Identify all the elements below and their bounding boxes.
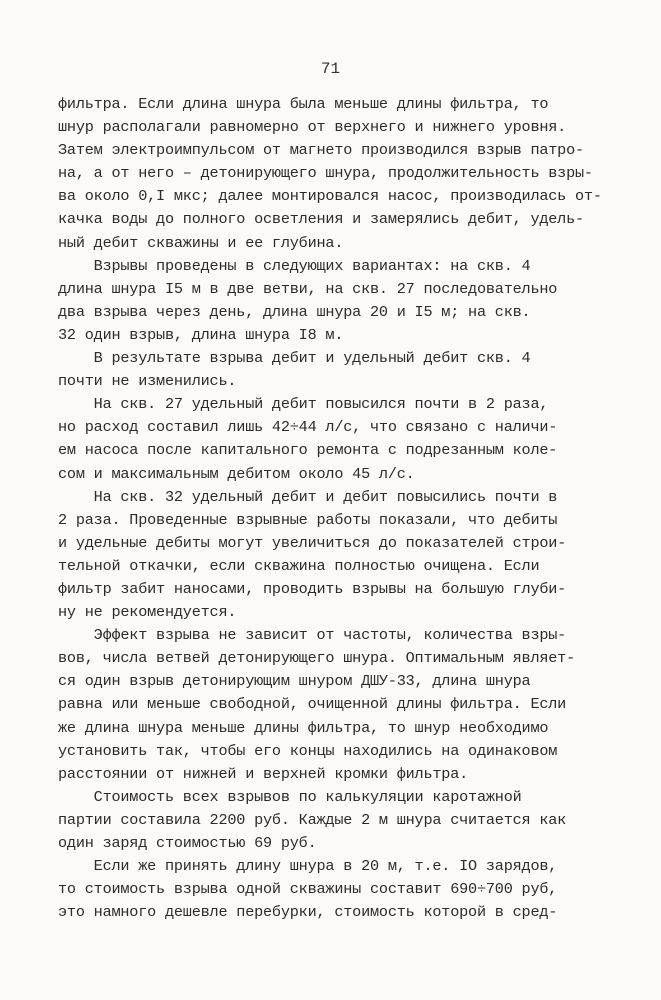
text-line: тельной откачки, если скважина полностью очищена. Если — [58, 556, 540, 575]
text-line: ну не рекомендуется. — [58, 603, 237, 622]
text-line: на, а от него – детонирующего шнура, продолжительность взры- — [58, 164, 593, 183]
text-line: Затем электроимпульсом от магнето производился взрыв патро- — [58, 141, 584, 160]
text-line: ва около 0,I мкс; далее монтировался насос, производилась от- — [58, 187, 602, 206]
text-line: В результате взрыва дебит и удельный дебит скв. 4 — [58, 349, 531, 368]
text-line: 2 раза. Проведенные взрывные работы показали, что дебиты — [58, 510, 558, 529]
text-line: Взрывы проведены в следующих вариантах: на скв. 4 — [58, 256, 531, 275]
text-line: Эффект взрыва не зависит от частоты, количества взры- — [58, 626, 567, 645]
text-line: и удельные дебиты могут увеличиться до показателей строи- — [58, 533, 567, 552]
text-line: 32 один взрыв, длина шнура I8 м. — [58, 325, 344, 344]
text-line: почти не изменились. — [58, 372, 237, 391]
text-line: партии составила 2200 руб. Каждые 2 м шнура считается как — [58, 810, 567, 829]
text-line: сом и максимальным дебитом около 45 л/с. — [58, 464, 415, 483]
text-line: то стоимость взрыва одной скважины составит 690÷700 руб, — [58, 880, 558, 899]
text-line: равна или меньше свободной, очищенной длины фильтра. Если — [58, 695, 567, 714]
text-line: же длина шнура меньше длины фильтра, то шнур необходимо — [58, 718, 549, 737]
text-line: Если же принять длину шнура в 20 м, т.е. IO зарядов, — [58, 857, 558, 876]
text-line: один заряд стоимостью 69 руб. — [58, 834, 317, 852]
text-line: ный дебит скважины и ее глубина. — [58, 233, 344, 252]
text-line: вов, числа ветвей детонирующего шнура. Оптимальным являет- — [58, 649, 576, 668]
page-number: 71 — [320, 60, 341, 78]
document-body — [58, 93, 648, 924]
text-line: Стоимость всех взрывов по калькуляции каротажной — [58, 787, 522, 806]
text-line: длина шнура I5 м в две ветви, на скв. 27 последовательно — [58, 279, 558, 298]
text-line: ся один взрыв детонирующим шнуром ДШУ-33, длина шнура — [58, 672, 531, 691]
text-line: но расход составил лишь 42÷44 л/с, что связано с наличи- — [58, 418, 558, 437]
text-line: шнур располагали равномерно от верхнего и нижнего уровня. — [58, 118, 567, 137]
text-line: На скв. 27 удельный дебит повысился почти в 2 раза, — [58, 395, 549, 414]
text-line: На скв. 32 удельный дебит и дебит повысились почти в — [58, 487, 558, 506]
text-line: это намного дешевле перебурки, стоимость которой в сред- — [58, 903, 558, 922]
text-line: ем насоса после капитального ремонта с подрезанным коле- — [58, 441, 558, 460]
text-line: расстоянии от нижней и верхней кромки фильтра. — [58, 764, 469, 783]
text-line: два взрыва через день, длина шнура 20 и I5 м; на скв. — [58, 302, 531, 321]
text-line: качка воды до полного осветления и замерялись дебит, удель- — [58, 210, 584, 229]
text-line: фильтра. Если длина шнура была меньше длины фильтра, то — [58, 95, 549, 113]
text-line: фильтр забит наносами, проводить взрывы на большую глуби- — [58, 579, 567, 598]
text-line: установить так, чтобы его концы находились на одинаковом — [58, 741, 558, 760]
